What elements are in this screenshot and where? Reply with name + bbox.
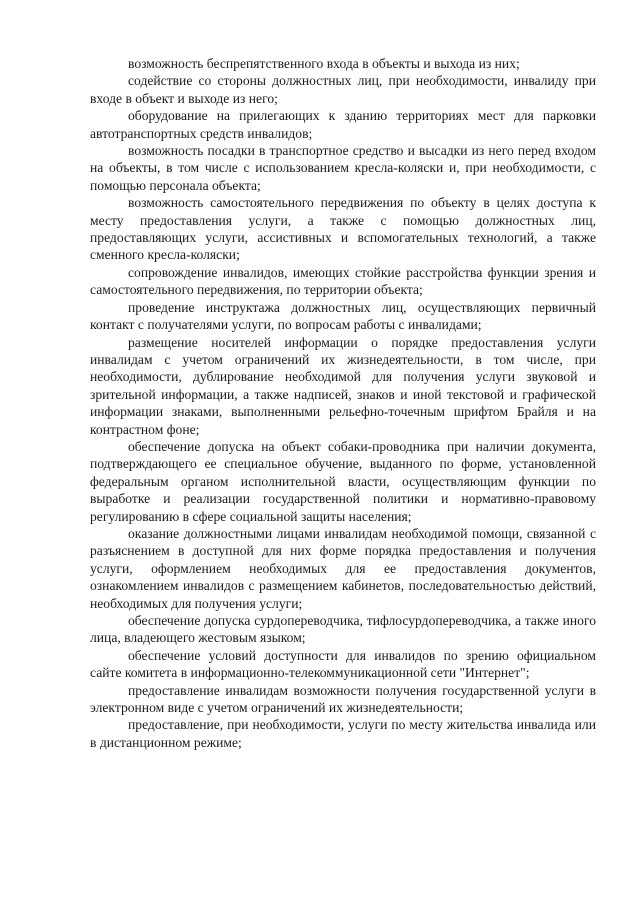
paragraph: возможность посадки в транспортное средство и высадки из него перед входом на объекты, в том числе с использованием кресла-коляски и, при необходимости, с помощью персонала объекта;: [90, 143, 596, 193]
paragraph: возможность самостоятельного передвижения по объекту в целях доступа к месту предоставления услуги, а также с помощью должностных лиц, предоставляющих услуги, ассистивных и вспомогательных технологий, а также сменного кресла-коляски;: [90, 195, 596, 263]
paragraph: содействие со стороны должностных лиц, при необходимости, инвалиду при входе в объект и выходе из него;: [90, 73, 596, 106]
paragraph: обеспечение условий доступности для инвалидов по зрению официальном сайте комитета в информационно-телекоммуникационной сети "Интернет";: [90, 647, 596, 681]
paragraph: предоставление инвалидам возможности получения государственной услуги в электронном виде с учетом ограничений их жизнедеятельности;: [90, 682, 596, 716]
paragraph: сопровождение инвалидов, имеющих стойкие расстройства функции зрения и самостоятельного передвижения, по территории объекта;: [90, 264, 596, 298]
paragraph: обеспечение допуска сурдопереводчика, тифлосурдопереводчика, а также иного лица, владеющего жестовым языком;: [90, 613, 596, 646]
paragraph: размещение носителей информации о порядке предоставления услуги инвалидам с учетом ограничений их жизнедеятельности, в том числе, при необходимости, дублирование необходимой для получения услуги звуковой и зрительной информации, а также надписей, знаков и иной текстовой и графической информации знаками, выполненными рельефно-точечным шрифтом Брайля и на контрастном фоне;: [90, 334, 596, 437]
paragraph: оборудование на прилегающих к зданию территориях мест для парковки автотранспортных средств инвалидов;: [90, 108, 596, 141]
paragraph: проведение инструктажа должностных лиц, осуществляющих первичный контакт с получателями услуги, по вопросам работы с инвалидами;: [90, 299, 596, 333]
paragraph: возможность беспрепятственного входа в объекты и выхода из них;: [128, 56, 520, 71]
document-page: [90, 55, 596, 751]
paragraph: обеспечение допуска на объект собаки-проводника при наличии документа, подтверждающего ее специальное обучение, выданного по форме, установленной федеральным органом исполнительной власти, осуществляющим функции по выработке и реализации государственной политики и нормативно-правовому регулированию в сфере социальной защиты населения;: [90, 438, 596, 524]
paragraph: предоставление, при необходимости, услуги по месту жительства инвалида или в дистанционном режиме;: [90, 717, 596, 750]
paragraph: оказание должностными лицами инвалидам необходимой помощи, связанной с разъяснением в доступной для них форме порядка предоставления и получения услуги, оформлением необходимых для ее предоставления документов, ознакомлением инвалидов с размещением кабинетов, последовательностью действий, необходимых для получения услуги;: [90, 525, 596, 611]
